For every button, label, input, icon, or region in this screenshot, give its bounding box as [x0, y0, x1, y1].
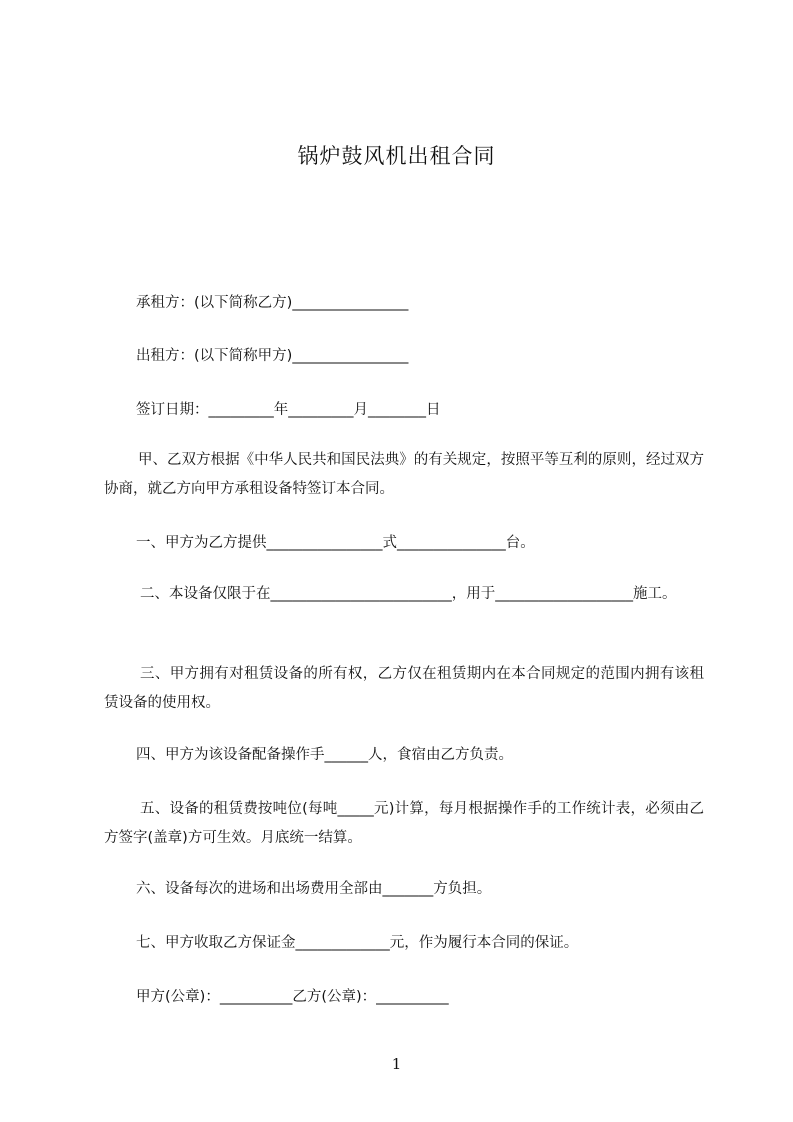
clause-1: 一、甲方为乙方提供________________式_______________台。	[136, 535, 535, 551]
sign-date-line: 签订日期：_________年_________月________日	[136, 402, 441, 418]
clause-6: 六、设备每次的进场和出场费用全部由_______方负担。	[136, 881, 492, 897]
lessee-line: 承租方：(以下简称乙方)________________	[136, 295, 409, 311]
contract-title: 锅炉鼓风机出租合同	[297, 144, 496, 168]
lessor-line: 出租方：(以下简称甲方)________________	[136, 348, 409, 364]
clause-4: 四、甲方为该设备配备操作手______人，食宿由乙方负责。	[136, 747, 513, 763]
clause-2: 二、本设备仅限于在_________________________，用于___________________施工。	[140, 586, 677, 602]
clause-5: 五、设备的租赁费按吨位(每吨_____元)计算，每月根据操作手的工作统计表，必须由乙方签字(盖章)方可生效。月底统一结算。	[104, 801, 704, 846]
clause-3: 三、甲方拥有对租赁设备的所有权，乙方仅在租赁期内在本合同规定的范围内拥有该租赁设备的使用权。	[104, 666, 704, 711]
signature-line: 甲方(公章)：__________乙方(公章)：__________	[136, 989, 449, 1005]
intro-paragraph: 甲、乙双方根据《中华人民共和国民法典》的有关规定，按照平等互利的原则，经过双方协商，就乙方向甲方承租设备特签订本合同。	[104, 452, 704, 497]
clause-7: 七、甲方收取乙方保证金_____________元，作为履行本合同的保证。	[136, 935, 579, 951]
page-number: 1	[391, 1055, 402, 1073]
